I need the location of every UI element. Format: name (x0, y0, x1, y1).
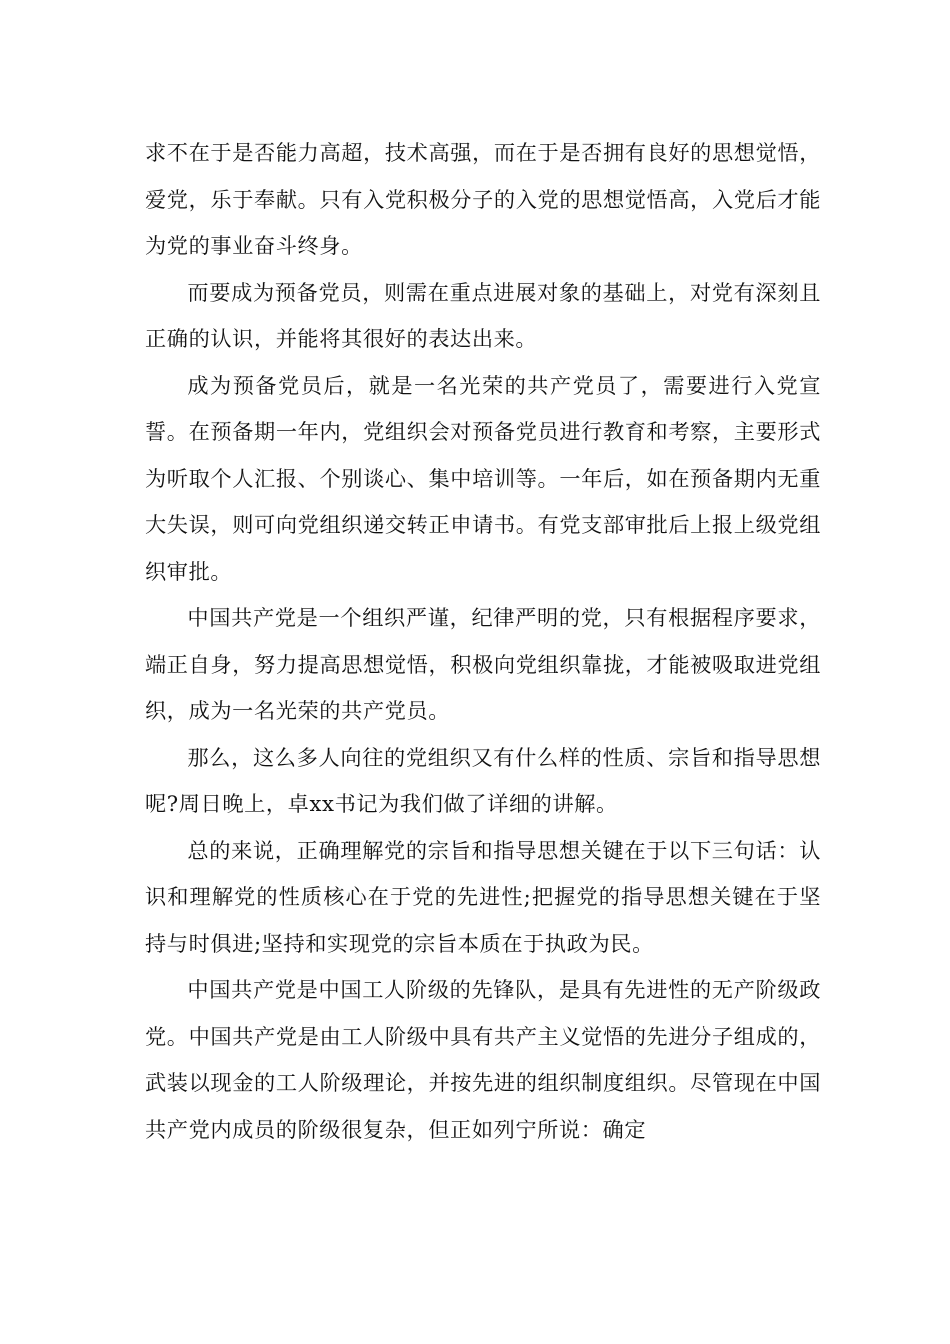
document-body (145, 130, 821, 1153)
paragraph-3: 成为预备党员后，就是一名光荣的共产党员了，需要进行入党宣誓。在预备期一年内，党组织会对预备党员进行教育和考察，主要形式为听取个人汇报、个别谈心、集中培训等。一年后，如在预备期内无重大失误，则可向党组织递交转正申请书。有党支部审批后上报上级党组织审批。 (145, 372, 821, 584)
paragraph-6: 总的来说，正确理解党的宗旨和指导思想关键在于以下三句话：认识和理解党的性质核心在于党的先进性;把握党的指导思想关键在于坚持与时俱进;坚持和实现党的宗旨本质在于执政为民。 (145, 837, 821, 956)
paragraph-2: 而要成为预备党员，则需在重点进展对象的基础上，对党有深刻且正确的认识，并能将其很好的表达出来。 (145, 279, 821, 351)
paragraph-1: 求不在于是否能力高超，技术高强，而在于是否拥有良好的思想觉悟，爱党，乐于奉献。只有入党积极分子的入党的思想觉悟高，入党后才能为党的事业奋斗终身。 (145, 140, 821, 258)
paragraph-7: 中国共产党是中国工人阶级的先锋队，是具有先进性的无产阶级政党。中国共产党是由工人阶级中具有共产主义觉悟的先进分子组成的，武装以现金的工人阶级理论，并按先进的组织制度组织。尽管现在中国共产党内成员的阶级很复杂，但正如列宁所说：确定 (145, 977, 821, 1142)
paragraph-4: 中国共产党是一个组织严谨，纪律严明的党，只有根据程序要求，端正自身，努力提高思想觉悟，积极向党组织靠拢，才能被吸取进党组织，成为一名光荣的共产党员。 (145, 605, 821, 723)
paragraph-5: 那么，这么多人向往的党组织又有什么样的性质、宗旨和指导思想呢?周日晚上，卓xx书记为我们做了详细的讲解。 (145, 744, 821, 816)
